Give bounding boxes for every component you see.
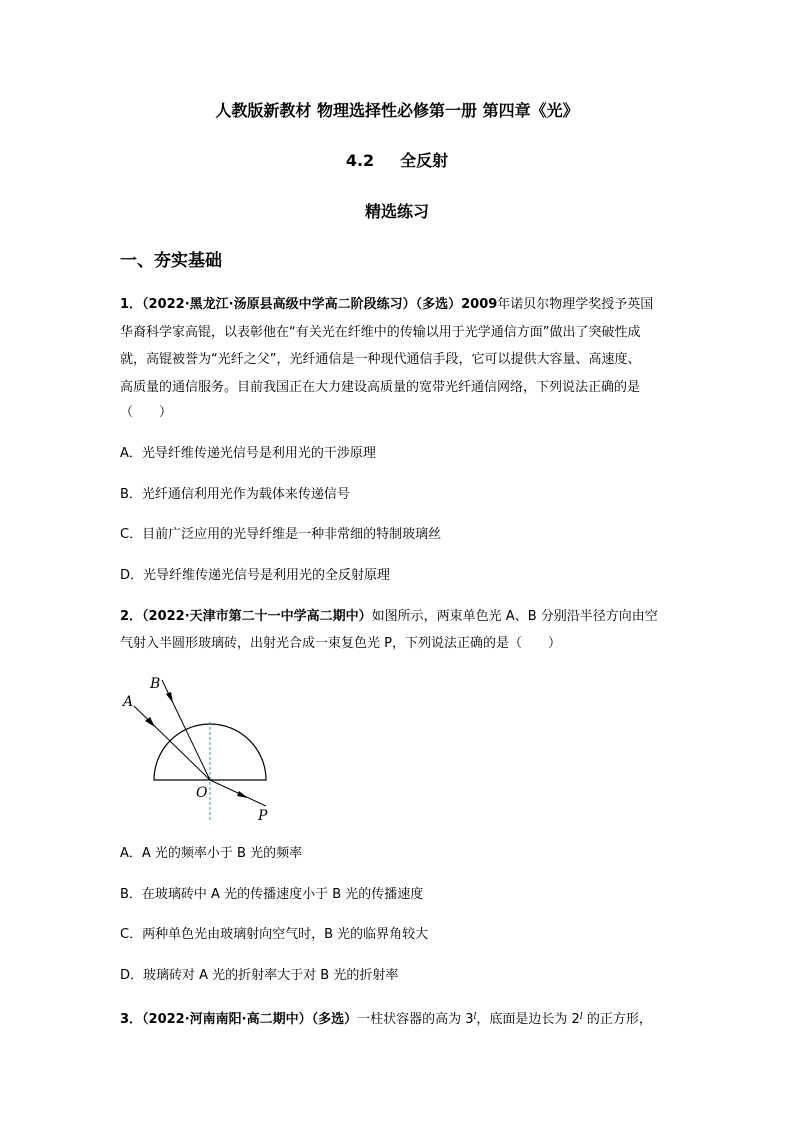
ray-a [134,706,210,780]
q2-text-1: 如图所示，两束单色光 A、B 分别沿半径方向由空 [371,609,658,624]
semicircle-glass-figure [118,670,288,825]
ray-p-arrow [237,791,248,798]
ray-p [210,780,266,806]
q1-year: 2009 [461,297,498,312]
q1-text-1: 年诺贝尔物理学奖授予英国 [497,297,654,312]
q3-number: 3． [120,1012,143,1027]
subtitle: 精选练习 [364,202,429,221]
q2-source: （2022·天津市第二十一中学高二期中） [142,609,372,624]
q1-line-2: 华裔科学家高锟，以表彰他在“有关光在纤维中的传输以用于光学通信方面”做出了突破性成 [120,325,641,340]
q3-text-3: 的正方形， [582,1012,652,1027]
q1-source: （2022·黑龙江·汤原县高级中学高二阶段练习）（多选） [142,297,462,312]
q2-line-2: 气射入半圆形玻璃砖，出射光合成一束复色光 P，下列说法正确的是（ ） [120,636,561,651]
q2-option-c: C．两种单色光由玻璃射向空气时，B 光的临界角较大 [120,927,429,942]
ray-b-arrow [166,692,173,703]
q3-var-l-2: l [579,1012,583,1022]
q3-var-l-1: l [473,1012,477,1022]
document-title: 人教版新教材 物理选择性必修第一册 第四章《光》 [215,101,579,120]
q3-source: （2022·河南南阳·高二期中）（多选） [142,1012,358,1027]
q2-line-1 [120,608,658,626]
q1-option-c: C．目前广泛应用的光导纤维是一种非常细的特制玻璃丝 [120,527,442,542]
q1-answer-blank: （ ） [120,405,173,420]
section-heading [0,148,794,171]
q3-text-1: 一柱状容器的高为 3 [357,1012,474,1027]
q2-option-b: B．在玻璃砖中 A 光的传播速度小于 B 光的传播速度 [120,887,424,902]
label-o: O [196,785,208,801]
part-heading: 一、夯实基础 [120,251,222,271]
q2-number: 2． [120,609,143,624]
q2-option-d: D．玻璃砖对 A 光的折射率大于对 B 光的折射率 [120,968,399,983]
q3-line-1 [120,1008,652,1029]
label-b: B [150,676,161,692]
q1-number: 1． [120,297,143,312]
q2-option-a: A．A 光的频率小于 B 光的频率 [120,846,303,861]
q1-option-a: A．光导纤维传递光信号是利用光的干涉原理 [120,446,376,461]
q1-line-4: 高质量的通信服务。目前我国正在大力建设高质量的宽带光纤通信网络，下列说法正确的是 [120,380,641,395]
q3-text-2: ，底面是边长为 2 [476,1012,580,1027]
q1-line-3: 就，高锟被誉为“光纤之父”，光纤通信是一种现代通信手段，它可以提供大容量、高速度、 [120,352,641,367]
label-a: A [123,694,134,710]
q1-option-b: B．光纤通信利用光作为载体来传递信号 [120,487,350,502]
label-p: P [258,808,268,824]
q1-line-1 [120,296,653,314]
section-number: 4.2 [345,151,375,170]
section-name: 全反射 [400,151,449,170]
q1-option-d: D．光导纤维传递光信号是利用光的全反射原理 [120,568,391,583]
